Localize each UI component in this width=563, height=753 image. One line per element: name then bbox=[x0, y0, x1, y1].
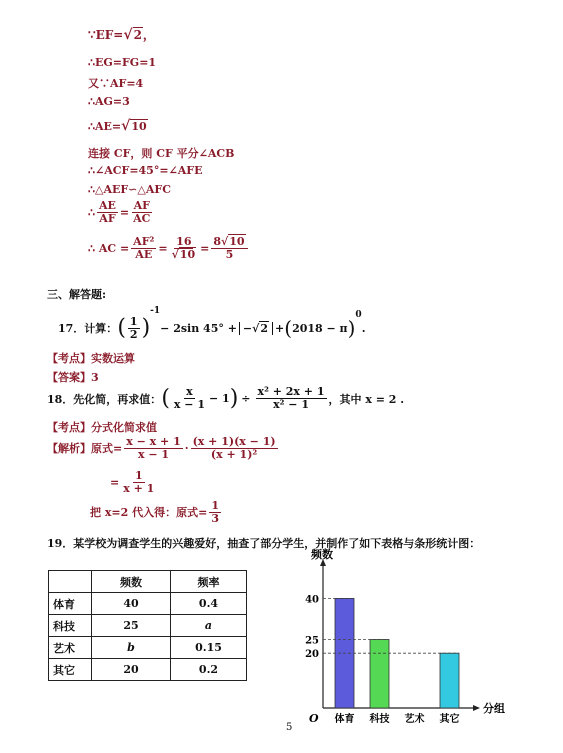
fraction: $\frac{x}{x - 1}$ bbox=[173, 385, 205, 411]
q18-kaodian: 【考点】分式化简求值 bbox=[47, 421, 157, 434]
sqrt-value: 2 bbox=[133, 28, 142, 42]
table-header-cell: 频率 bbox=[171, 571, 247, 593]
table-row bbox=[49, 659, 247, 681]
table-cell: 科技 bbox=[49, 615, 92, 637]
fraction: $\frac{1}{2}$ bbox=[129, 314, 138, 341]
x-tick-label: 艺术 bbox=[404, 714, 425, 725]
proof-line-9-text: ∴ bbox=[88, 205, 95, 219]
fraction: $\frac{(x + 1)(x - 1)}{\text{(x + 1)²}}$ bbox=[192, 435, 276, 461]
table-cell: 40 bbox=[92, 593, 171, 615]
fraction: $\frac{8√10}{5}$ bbox=[211, 236, 247, 260]
fraction: $\frac{\text{x² + 2x + 1}}{\text{x² − 1}}$ bbox=[257, 385, 325, 411]
x-axis-label: 分组 bbox=[483, 702, 505, 715]
page-number: 5 bbox=[286, 722, 293, 733]
x-axis-arrow bbox=[473, 705, 480, 711]
table-cell: 20 bbox=[92, 659, 171, 681]
table-cell: 25 bbox=[92, 615, 171, 637]
table-header-cell: 频数 bbox=[92, 571, 171, 593]
proof-line-9: ∴ $\frac{AE}{AF}$ = $\frac{AF}{AC}$ bbox=[88, 199, 151, 225]
proof-line-8: ∴△AEF∽△AFC bbox=[88, 183, 171, 196]
proof-line-1-text: ∵EF= bbox=[88, 28, 124, 42]
q18-label: 18．先化简，再求值： bbox=[47, 392, 162, 406]
fraction: $\frac{AE}{AF}$ bbox=[99, 199, 116, 225]
x-tick-label: 其它 bbox=[439, 714, 460, 725]
absolute-value: −√2 bbox=[239, 322, 273, 335]
proof-line-6: 连接 CF，则 CF 平分∠ACB bbox=[88, 147, 235, 160]
proof-line-5-text: ∴AE= bbox=[88, 120, 122, 133]
sqrt-symbol: √ bbox=[121, 118, 131, 134]
table-row bbox=[49, 593, 247, 615]
origin-label: O bbox=[309, 712, 319, 725]
sqrt-symbol: √ bbox=[252, 321, 260, 335]
proof-line-1 bbox=[88, 26, 155, 43]
table-cell: 艺术 bbox=[49, 637, 92, 659]
q17-answer: 【答案】3 bbox=[47, 371, 99, 384]
q17-label: 17．计算： bbox=[58, 322, 118, 335]
fraction: $\frac{1}{x + 1}$ bbox=[123, 469, 155, 495]
y-tick-label: 40 bbox=[305, 594, 319, 606]
table-cell: 0.15 bbox=[171, 637, 247, 659]
q18-jiexi: 【解析】原式= $\frac{x - x + 1}{x - 1}$ · $\frac{(x + 1)(x - 1)}{\text{(x + 1)²}}$ bbox=[47, 435, 276, 461]
fraction: $\frac{\text{AF²}}{AE}$ bbox=[133, 235, 155, 261]
proof-line-3: 又∵AF=4 bbox=[88, 77, 144, 90]
q18-step3: 把 x=2 代入得：原式= $\frac{1}{3}$ bbox=[90, 499, 219, 525]
question-19: 19．某学校为调查学生的兴趣爱好，抽查了部分学生，并制作了如下表格与条形统计图： bbox=[47, 537, 481, 550]
bar-chart bbox=[295, 548, 525, 726]
x-tick-label: 科技 bbox=[369, 714, 390, 725]
sqrt-symbol: √ bbox=[220, 235, 229, 248]
sqrt-symbol: √ bbox=[123, 27, 133, 43]
question-17: 17．计算：( $\frac{1}{2}$ )$^{-1}$− 2sin $45^\circ + -√2 +(2018 - \pi)^0$. bbox=[58, 306, 366, 341]
q18-step2: = $\frac{1}{x + 1}$ bbox=[110, 469, 155, 495]
proof-line-2: ∴EG=FG=1 bbox=[88, 56, 157, 69]
table-header-row bbox=[49, 571, 247, 593]
table-cell: 0.2 bbox=[171, 659, 247, 681]
table-cell: 其它 bbox=[49, 659, 92, 681]
sqrt-value: 10 bbox=[131, 120, 147, 133]
q17-kaodian: 【考点】实数运算 bbox=[47, 352, 135, 365]
bar-1 bbox=[370, 640, 389, 709]
table-cell: 体育 bbox=[49, 593, 92, 615]
y-tick-label: 25 bbox=[305, 635, 319, 647]
frequency-table bbox=[48, 570, 247, 681]
fraction: $\frac{16}{√10}$ bbox=[171, 235, 196, 261]
table-header-cell bbox=[49, 571, 92, 593]
proof-line-1-end: ， bbox=[142, 28, 155, 42]
section-title: 三、解答题: bbox=[47, 288, 107, 301]
table-row bbox=[49, 637, 247, 659]
fraction: $\frac{x - x + 1}{x - 1}$ bbox=[126, 435, 181, 461]
table-row bbox=[49, 615, 247, 637]
y-tick-label: 20 bbox=[305, 649, 319, 661]
proof-line-10-text: ∴ AC = bbox=[88, 241, 130, 255]
proof-line-4: ∴AG=3 bbox=[88, 95, 130, 108]
fraction: $\frac{1}{3}$ bbox=[211, 499, 219, 525]
question-18: 18．先化简，再求值：( $\frac{x}{x - 1}$ − 1) ÷ $\frac{\text{x² + 2x + 1}}{\text{x² − 1}}$ ，其中 x = 2 . bbox=[47, 385, 405, 411]
fraction: $\frac{AF}{AC}$ bbox=[133, 199, 151, 225]
table-cell: 0.4 bbox=[171, 593, 247, 615]
proof-line-5 bbox=[88, 118, 148, 134]
proof-line-7: ∴∠ACF=45°=∠AFE bbox=[88, 164, 203, 177]
x-tick-label: 体育 bbox=[334, 714, 355, 725]
proof-line-10: ∴ AC = $\frac{\text{AF²}}{AE}$ = $\frac{16}{√10}$ = $\frac{8√10}{5}$ bbox=[88, 236, 250, 260]
table-cell: b bbox=[92, 637, 171, 659]
sqrt-symbol: √ bbox=[171, 247, 179, 261]
bar-3 bbox=[440, 653, 459, 708]
y-axis-label: 频数 bbox=[311, 548, 333, 561]
table-cell: a bbox=[171, 615, 247, 637]
